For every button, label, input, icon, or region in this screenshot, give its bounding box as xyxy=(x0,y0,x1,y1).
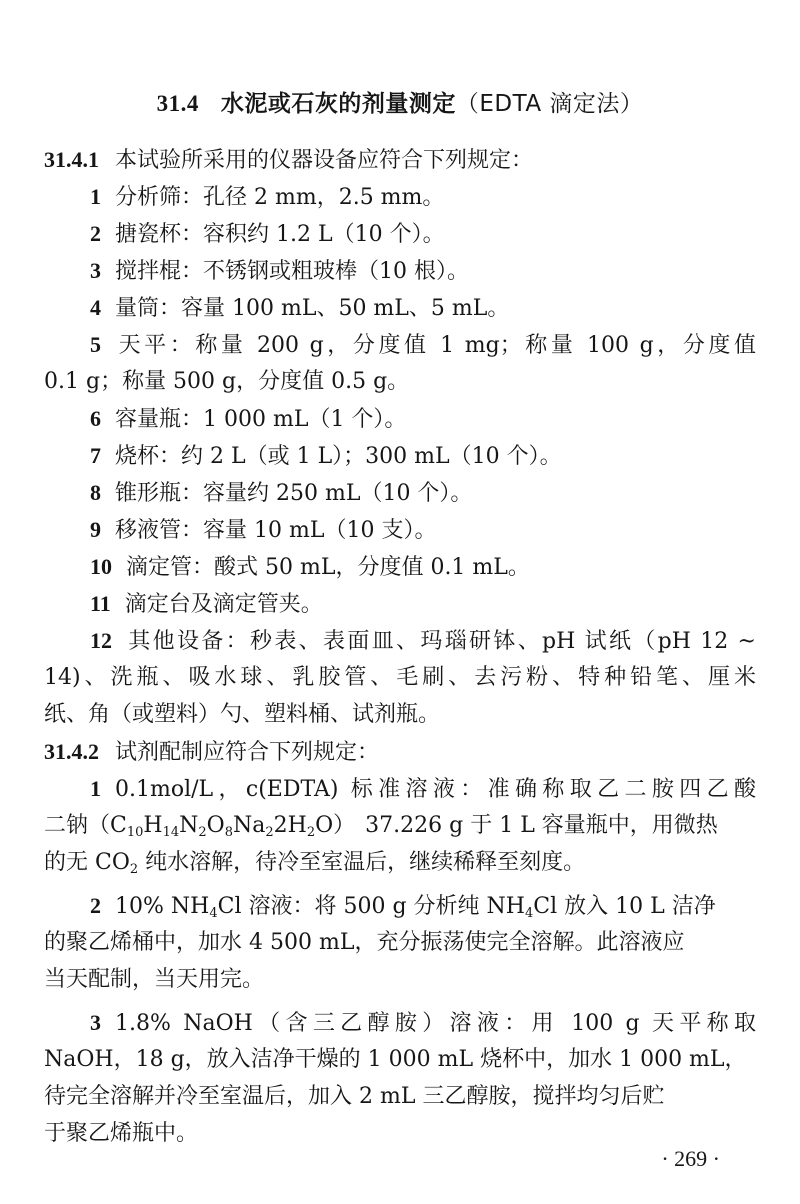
item-text: 搅拌棍：不锈钢或粗玻棒（10 根）。 xyxy=(115,259,469,284)
formula-subscript: 2 xyxy=(198,825,207,840)
item-text: 搪瓷杯：容积约 1.2 L（10 个）。 xyxy=(115,222,445,247)
item-text: Cl 溶液：将 500 g 分析纯 NH xyxy=(217,894,525,919)
formula-subscript: 2 xyxy=(306,825,316,840)
item-text: 烧杯：约 2 L（或 1 L）；300 mL（10 个）。 xyxy=(115,444,562,469)
formula-subscript: 4 xyxy=(209,906,218,921)
reagent-item-continuation xyxy=(44,810,756,842)
list-item xyxy=(90,329,756,362)
reagent-item xyxy=(90,773,756,806)
clause-heading-text: 试剂配制应符合下列规定： xyxy=(115,740,380,765)
item-text: 10% NH xyxy=(115,894,210,919)
formula-text: Na xyxy=(232,813,266,838)
item-text: 移液管：容量 10 mL（10 支）。 xyxy=(115,518,437,543)
item-text: 锥形瓶：容量约 250 mL（10 个）。 xyxy=(115,481,473,506)
page-number: · 269 · xyxy=(661,1146,720,1171)
formula-subscript: 4 xyxy=(524,906,534,921)
item-text: 纯水溶解，待冷至室温后，继续稀释至刻度。 xyxy=(138,850,586,875)
formula-text: N xyxy=(179,813,199,838)
reagent-item-continuation: 待完全溶解并冷至室温后，加入 2 mL 三乙醇胺，搅拌均匀后贮 xyxy=(44,1084,665,1109)
item-text: 1.8% NaOH（含三乙醇胺）溶液：用 100 g 天平称取 xyxy=(115,1011,756,1036)
reagent-item-continuation xyxy=(44,847,756,879)
item-number: 4 xyxy=(90,295,101,320)
item-text: 37.226 g 于 1 L 容量瓶中，用微热 xyxy=(365,813,718,838)
list-item-continuation: 纸、角（或塑料）勺、塑料桶、试剂瓶。 xyxy=(44,702,441,727)
formula-text: O） xyxy=(315,813,356,838)
section-title-text: 水泥或石灰的剂量测定 xyxy=(220,91,456,117)
reagent-item xyxy=(90,890,756,923)
reagent-item-continuation: NaOH，18 g，放入洁净干燥的 1 000 mL 烧杯中，加水 1 000 mL， xyxy=(44,1047,747,1072)
reagent-item-continuation: 的聚乙烯桶中，加水 4 500 mL，充分振荡使完全溶解。此溶液应 xyxy=(44,930,685,955)
section-title xyxy=(0,86,800,122)
list-item xyxy=(90,255,756,288)
list-item xyxy=(90,625,756,658)
item-text: Cl 放入 10 L 洁净 xyxy=(533,894,716,919)
item-text: 其他设备：秒表、表面皿、玛瑙研钵、pH 试纸（pH 12 ~ xyxy=(126,629,756,654)
list-item xyxy=(90,403,756,436)
formula-text: 二钠（C xyxy=(44,813,127,838)
item-number: 12 xyxy=(90,628,112,653)
reagent-item xyxy=(90,1007,756,1040)
item-number: 1 xyxy=(90,776,101,801)
item-text: 量筒：容量 100 mL、50 mL、5 mL。 xyxy=(115,296,510,321)
list-item xyxy=(90,218,756,251)
item-number: 7 xyxy=(90,443,101,468)
list-item xyxy=(90,181,756,214)
list-item-continuation: 14)、洗瓶、吸水球、乳胶管、毛刷、去污粉、特种铅笔、厘米 xyxy=(44,665,756,690)
list-item xyxy=(90,477,756,510)
formula-text: 2H xyxy=(273,813,307,838)
clause-31-4-2-heading xyxy=(44,736,756,769)
item-number: 11 xyxy=(90,591,111,616)
item-text: 分析筛：孔径 2 mm，2.5 mm。 xyxy=(115,185,445,210)
clause-31-4-1-heading xyxy=(44,144,756,177)
clause-heading-text: 本试验所采用的仪器设备应符合下列规定： xyxy=(115,148,534,173)
list-item xyxy=(90,514,756,547)
formula-subscript: 10 xyxy=(126,825,144,840)
formula-subscript: 14 xyxy=(162,825,180,840)
item-number: 5 xyxy=(90,332,101,357)
item-text: 天平：称量 200 g，分度值 1 mg；称量 100 g，分度值 xyxy=(115,333,756,358)
list-item xyxy=(90,588,756,621)
reagent-item-continuation: 当天配制，当天用完。 xyxy=(44,967,265,992)
item-number: 9 xyxy=(90,517,101,542)
list-item xyxy=(90,292,756,325)
item-number: 3 xyxy=(90,258,101,283)
item-text: 的无 CO xyxy=(44,850,130,875)
item-number: 1 xyxy=(90,184,101,209)
list-item xyxy=(90,551,756,584)
reagent-item-continuation: 于聚乙烯瓶中。 xyxy=(44,1121,199,1146)
item-text: 滴定台及滴定管夹。 xyxy=(124,592,323,617)
item-number: 2 xyxy=(90,221,101,246)
section-title-number: 31.4 xyxy=(156,91,199,116)
item-text: 滴定管：酸式 50 mL，分度值 0.1 mL。 xyxy=(126,555,530,580)
item-text: 0.1mol/L，c(EDTA) 标准溶液：准确称取乙二胺四乙酸 xyxy=(115,777,756,802)
item-number: 10 xyxy=(90,554,112,579)
list-item-continuation: 0.1 g；称量 500 g，分度值 0.5 g。 xyxy=(44,369,410,394)
item-number: 3 xyxy=(90,1010,101,1035)
formula-subscript: 2 xyxy=(265,825,274,840)
list-item xyxy=(90,440,756,473)
item-text: 容量瓶：1 000 mL（1 个）。 xyxy=(115,407,407,432)
formula-text: H xyxy=(143,813,163,838)
clause-number: 31.4.2 xyxy=(44,739,99,764)
formula-text: O xyxy=(206,813,225,838)
clause-number: 31.4.1 xyxy=(44,147,99,172)
item-number: 6 xyxy=(90,406,101,431)
formula-subscript: 8 xyxy=(224,825,233,840)
item-number: 8 xyxy=(90,480,101,505)
formula-subscript: 2 xyxy=(129,862,139,877)
section-title-method: （EDTA 滴定法） xyxy=(455,91,644,117)
item-number: 2 xyxy=(90,893,101,918)
